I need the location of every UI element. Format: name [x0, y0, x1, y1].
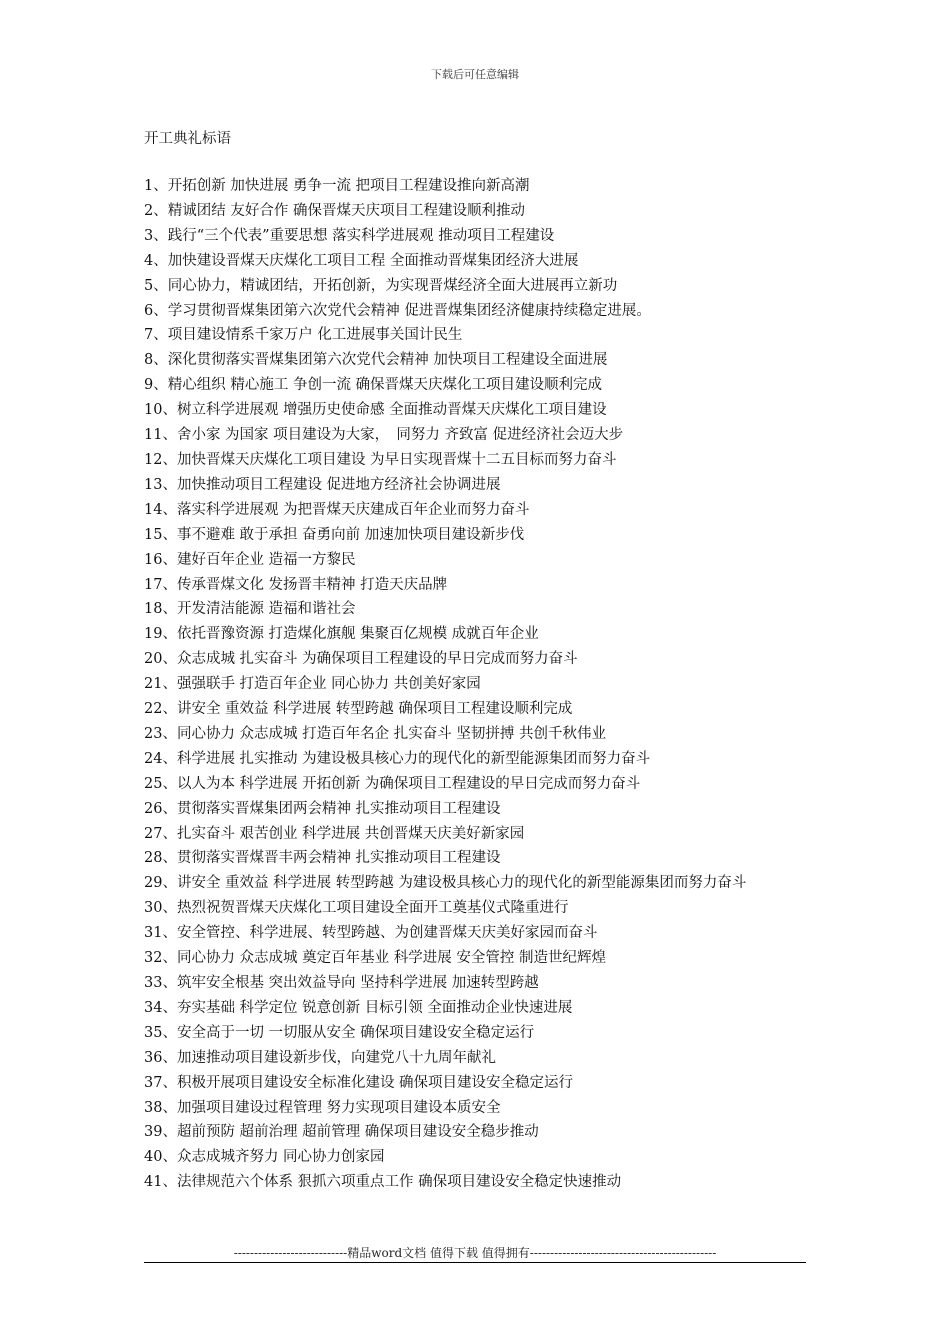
slogan-item: 36、加速推动项目建设新步伐，向建党八十九周年献礼	[144, 1049, 496, 1066]
slogan-item: 25、以人为本 科学进展 开拓创新 为确保项目工程建设的早日完成而努力奋斗	[144, 775, 641, 792]
slogan-item: 16、建好百年企业 造福一方黎民	[144, 551, 356, 568]
slogan-item: 33、筑牢安全根基 突出效益导向 坚持科学进展 加速转型跨越	[144, 975, 539, 991]
slogan-item: 32、同心协力 众志成城 奠定百年基业 科学进展 安全管控 制造世纪辉煌	[144, 950, 606, 967]
slogan-item: 12、加快晋煤天庆煤化工项目建设 为早日实现晋煤十二五目标而努力奋斗	[144, 451, 617, 468]
slogan-item: 30、热烈祝贺晋煤天庆煤化工项目建设全面开工奠基仪式隆重进行	[144, 900, 569, 917]
slogan-item: 20、众志成城 扎实奋斗 为确保项目工程建设的早日完成而努力奋斗	[144, 651, 578, 668]
footer-divider	[144, 1262, 806, 1263]
slogan-item: 34、夯实基础 科学定位 锐意创新 目标引领 全面推动企业快速进展	[144, 999, 573, 1016]
slogan-item: 27、扎实奋斗 艰苦创业 科学进展 共创晋煤天庆美好新家园	[144, 825, 525, 842]
slogan-item: 21、强强联手 打造百年企业 同心协力 共创美好家园	[144, 676, 481, 693]
slogan-item: 8、深化贯彻落实晋煤集团第六次党代会精神 加快项目工程建设全面进展	[144, 352, 608, 369]
slogan-item: 31、安全管控、科学进展、转型跨越、为创建晋煤天庆美好家园而奋斗	[144, 925, 598, 942]
slogan-item: 40、众志成城齐努力 同心协力创家园	[144, 1149, 385, 1166]
slogan-item: 41、法律规范六个体系 狠抓六项重点工作 确保项目建设安全稳定快速推动	[144, 1174, 622, 1191]
document-title: 开工典礼标语	[144, 131, 231, 147]
slogan-item: 2、精诚团结 友好合作 确保晋煤天庆项目工程建设顺利推动	[144, 202, 525, 219]
slogan-item: 6、学习贯彻晋煤集团第六次党代会精神 促进晋煤集团经济健康持续稳定进展。	[144, 302, 651, 319]
slogan-item: 24、科学进展 扎实推动 为建设极具核心力的现代化的新型能源集团而努力奋斗	[144, 750, 651, 767]
slogan-item: 22、讲安全 重效益 科学进展 转型跨越 确保项目工程建设顺利完成	[144, 701, 573, 718]
slogan-item: 39、超前预防 超前治理 超前管理 确保项目建设安全稳步推动	[144, 1124, 539, 1141]
page-footer: ----------------------------精品word文档 值得下载 值得拥有----------------------------------------------	[233, 1246, 717, 1260]
slogan-item: 23、同心协力 众志成城 打造百年名企 扎实奋斗 坚韧拼搏 共创千秋伟业	[144, 725, 606, 742]
slogan-item: 15、事不避难 敢于承担 奋勇向前 加速加快项目建设新步伐	[144, 526, 525, 543]
slogan-item: 5、同心协力，精诚团结，开拓创新，为实现晋煤经济全面大进展再立新功	[144, 277, 618, 294]
slogan-item: 13、加快推动项目工程建设 促进地方经济社会协调进展	[144, 476, 501, 493]
slogan-item: 28、贯彻落实晋煤晋丰两会精神 扎实推动项目工程建设	[144, 850, 501, 867]
slogan-item: 26、贯彻落实晋煤集团两会精神 扎实推动项目工程建设	[144, 800, 501, 817]
slogan-item: 9、精心组织 精心施工 争创一流 确保晋煤天庆煤化工项目建设顺利完成	[144, 377, 603, 394]
slogan-item: 35、安全高于一切 一切服从安全 确保项目建设安全稳定运行	[144, 1024, 535, 1041]
slogan-item: 18、开发清洁能源 造福和谐社会	[144, 601, 356, 618]
slogan-item: 38、加强项目建设过程管理 努力实现项目建设本质安全	[144, 1099, 501, 1116]
slogan-item: 7、项目建设情系千家万户 化工进展事关国计民生	[144, 327, 463, 344]
slogan-item: 11、舍小家 为国家 项目建设为大家， 同努力 齐致富 促进经济社会迈大步	[144, 427, 624, 444]
slogan-item: 4、加快建设晋煤天庆煤化工项目工程 全面推动晋煤集团经济大进展	[144, 252, 579, 269]
slogan-item: 14、落实科学进展观 为把晋煤天庆建成百年企业而努力奋斗	[144, 501, 530, 518]
slogan-item: 10、树立科学进展观 增强历史使命感 全面推动晋煤天庆煤化工项目建设	[144, 402, 607, 419]
slogan-item: 17、传承晋煤文化 发扬晋丰精神 打造天庆品牌	[144, 576, 448, 593]
slogan-item: 19、依托晋豫资源 打造煤化旗舰 集聚百亿规模 成就百年企业	[144, 626, 539, 643]
slogan-item: 1、开拓创新 加快进展 勇争一流 把项目工程建设推向新高潮	[144, 178, 530, 194]
page-header: 下载后可任意编辑	[431, 68, 519, 81]
slogan-item: 3、践行“三个代表”重要思想 落实科学进展观 推动项目工程建设	[144, 227, 555, 244]
slogan-item: 37、积极开展项目建设安全标准化建设 确保项目建设安全稳定运行	[144, 1074, 574, 1091]
slogan-list	[144, 174, 814, 1195]
slogan-item: 29、讲安全 重效益 科学进展 转型跨越 为建设极具核心力的现代化的新型能源集团而努力奋斗	[144, 875, 747, 892]
